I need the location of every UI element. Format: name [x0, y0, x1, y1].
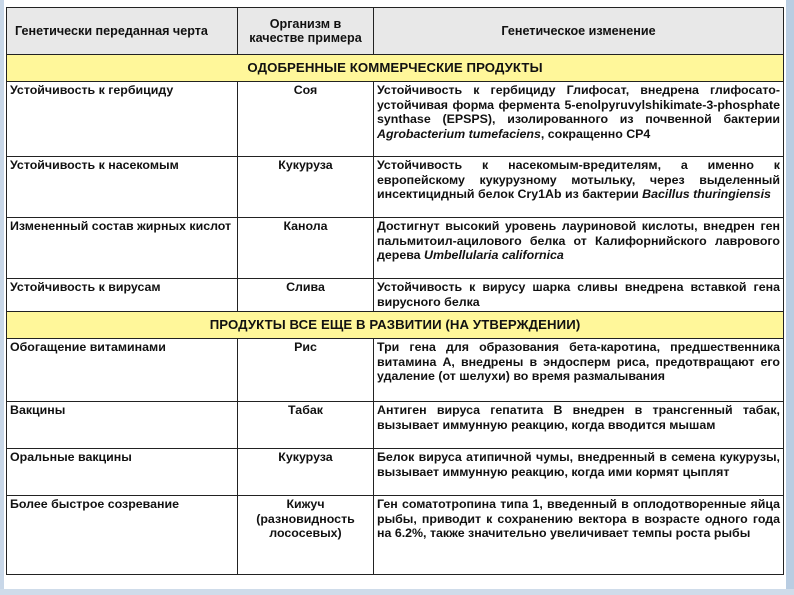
- change-species: Agrobacterium tumefaciens: [377, 126, 541, 141]
- trait-cell: Более быстрое созревание: [7, 496, 238, 575]
- change-text: Устойчивость к гербициду Глифосат, внедрена глифосато-устойчивая форма фермента 5-enolpyruvylshikimate-3-phosphate synthase (EPSPS), изолированного из почвенной бактерии: [377, 83, 780, 127]
- table-row: [7, 279, 784, 312]
- change-species: Umbellularia californica: [424, 248, 564, 263]
- organism-cell: Кижуч (разновидность лососевых): [238, 496, 374, 575]
- trait-cell: Устойчивость к гербициду: [7, 82, 238, 157]
- trait-cell: Устойчивость к насекомым: [7, 157, 238, 218]
- change-cell: Ген соматотропина типа 1, введенный в оплодотворенные яйца рыбы, приводит к сохранению вектора в возрасте одного года на 6.2%, также значительно увеличивает темпы роста рыбы: [374, 496, 784, 575]
- organism-cell: Соя: [238, 82, 374, 157]
- change-cell: Антиген вируса гепатита В внедрен в трансгенный табак, вызывает иммунную реакцию, когда вводится мышам: [374, 402, 784, 449]
- organism-cell: Табак: [238, 402, 374, 449]
- change-cell: Три гена для образования бета-каротина, предшественника витамина А, внедрены в эндосперм риса, предотвращают его удаление (от шелухи) во время размалывания: [374, 339, 784, 402]
- table-row: [7, 218, 784, 279]
- table-row: [7, 339, 784, 402]
- gm-products-table: [6, 7, 784, 575]
- organism-cell: Слива: [238, 279, 374, 312]
- slide-frame-right: [786, 0, 794, 595]
- change-cell: Устойчивость к вирусу шарка сливы внедрена вставкой гена вирусного белка: [374, 279, 784, 312]
- header-organism: Организм в качестве примера: [238, 8, 374, 55]
- table-row: [7, 82, 784, 157]
- change-cell: [374, 218, 784, 279]
- trait-cell: Устойчивость к вирусам: [7, 279, 238, 312]
- organism-cell: Канола: [238, 218, 374, 279]
- change-cell: [374, 82, 784, 157]
- change-text: Достигнут высокий уровень лауриновой кислоты, внедрен ген пальмитоил-ацилового белка от Калифорнийского лаврового дерева: [377, 219, 780, 263]
- table-row: [7, 496, 784, 575]
- organism-cell: Кукуруза: [238, 157, 374, 218]
- table-header-row: [7, 8, 784, 55]
- section-development-row: [7, 312, 784, 339]
- change-species: Bacillus thuringiensis: [642, 187, 771, 202]
- slide-frame-bottom: [0, 589, 794, 595]
- table-row: [7, 402, 784, 449]
- section-approved-title: ОДОБРЕННЫЕ КОММЕРЧЕСКИЕ ПРОДУКТЫ: [7, 55, 784, 82]
- change-cell: [374, 157, 784, 218]
- trait-cell: Вакцины: [7, 402, 238, 449]
- slide-frame-left: [0, 0, 4, 595]
- trait-cell: Оральные вакцины: [7, 449, 238, 496]
- table-row: [7, 157, 784, 218]
- trait-cell: Обогащение витаминами: [7, 339, 238, 402]
- change-tail: , сокращенно CP4: [540, 126, 651, 141]
- trait-cell: Измененный состав жирных кислот: [7, 218, 238, 279]
- section-development-title: ПРОДУКТЫ ВСЕ ЕЩЕ В РАЗВИТИИ (НА УТВЕРЖДЕНИИ): [7, 312, 784, 339]
- organism-cell: Кукуруза: [238, 449, 374, 496]
- header-trait: Генетически переданная черта: [7, 8, 238, 55]
- organism-cell: Рис: [238, 339, 374, 402]
- section-approved-row: [7, 55, 784, 82]
- change-cell: Белок вируса атипичной чумы, внедренный в семена кукурузы, вызывает иммунную реакцию, когда ими кормят цыплят: [374, 449, 784, 496]
- table-row: [7, 449, 784, 496]
- header-change: Генетическое изменение: [374, 8, 784, 55]
- change-text: Устойчивость к насекомым-вредителям, а именно к европейскому кукурузному мотыльку, через выделенный инсектицидный белок Cry1Ab из бактерии: [377, 158, 780, 202]
